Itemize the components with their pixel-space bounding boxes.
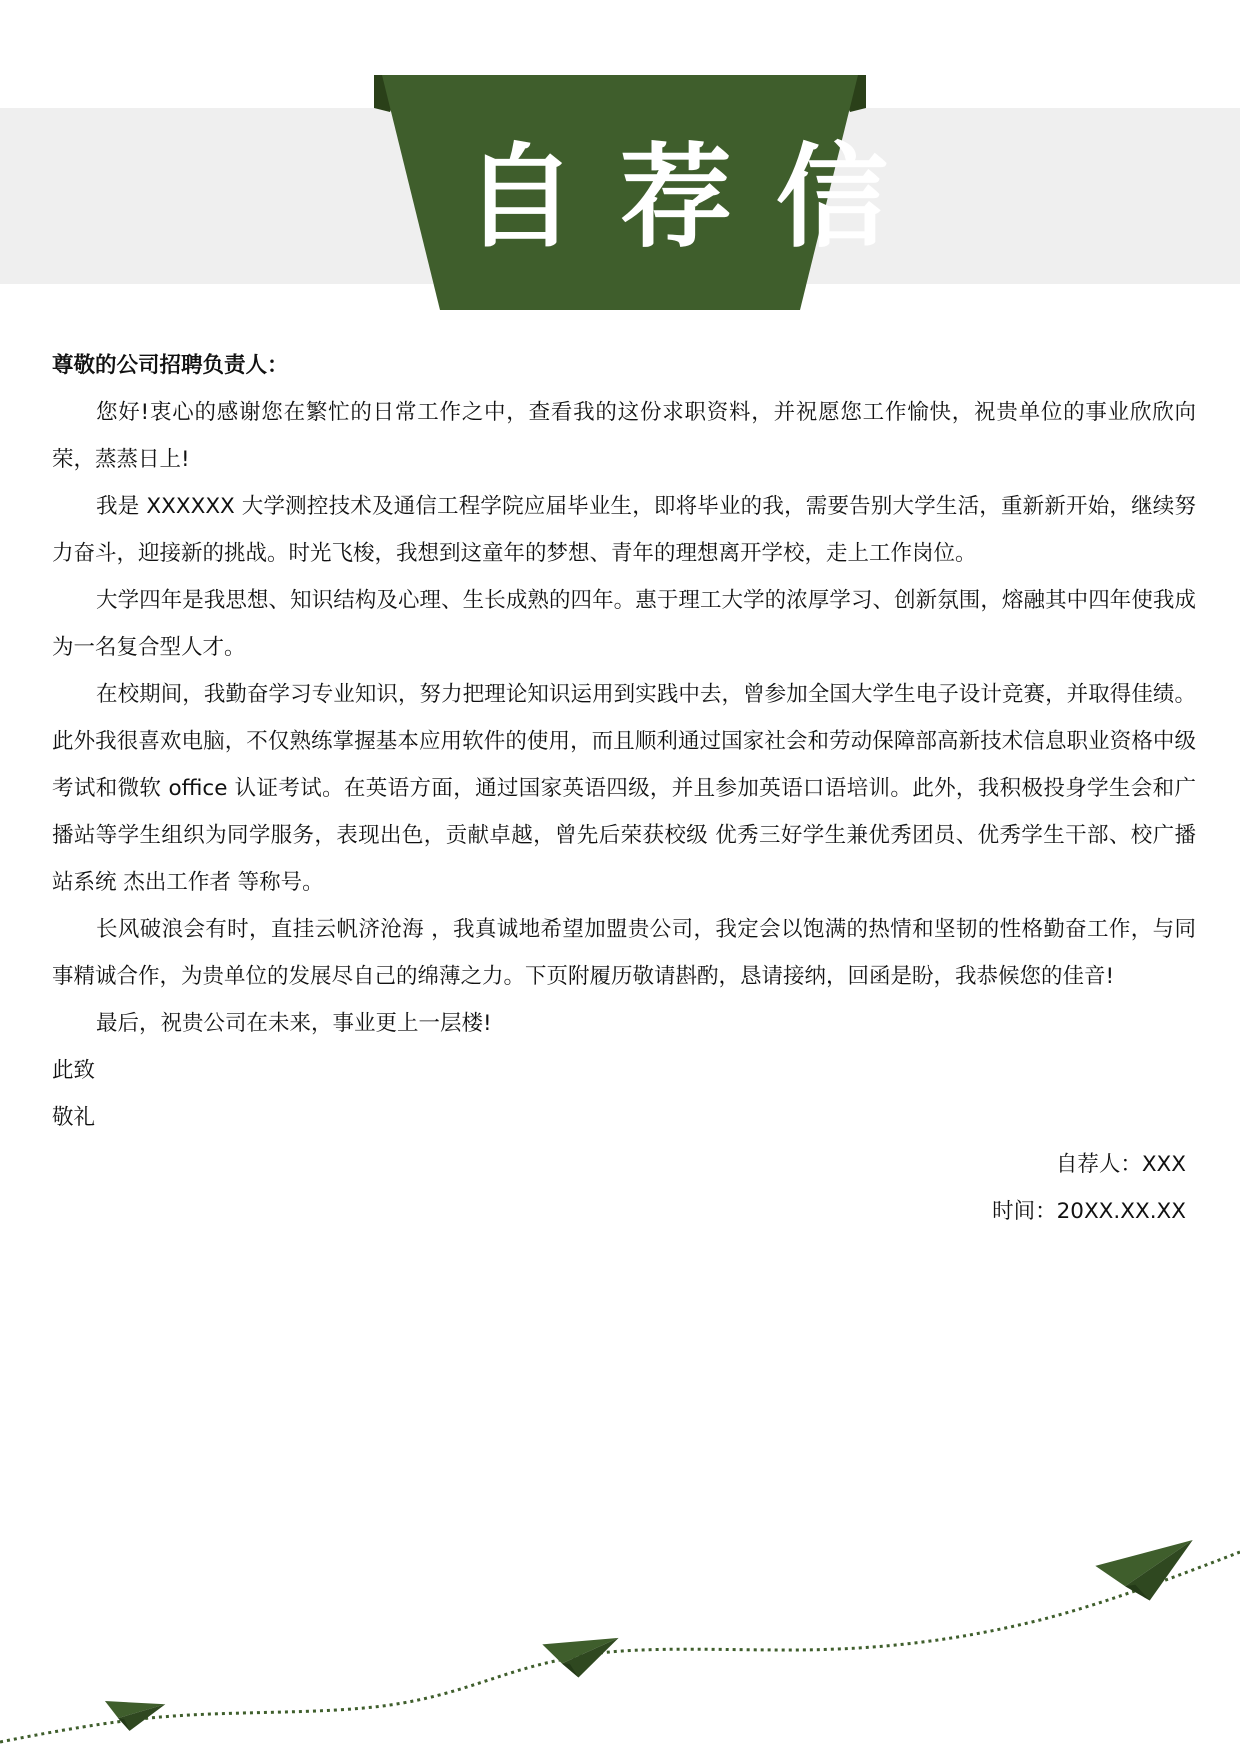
closing-line-2: 敬礼 [52,1105,96,1130]
paragraph-achievements: 在校期间，我勤奋学习专业知识，努力把理论知识运用到实践中去，曾参加全国大学生电子设计竞赛，并取得佳绩。此外我很喜欢电脑，不仅熟练掌握基本应用软件的使用，而且顺利通过国家社会和劳动保障部高新技术信息职业资格中级考试和微软 office 认证考试。在英语方面，通过国家英语四级，并且参加英语口语培训。此外，我积极投身学生会和广播站等学生组织为同学服务，表现出色，贡献卓越，曾先后荣获校级 优秀三好学生兼优秀团员、优秀学生干部、校广播站系统 杰出工作者 等称号。 [52,682,1196,895]
paragraph-aspiration: 长风破浪会有时，直挂云帆济沧海 ，我真诚地希望加盟贵公司，我定会以饱满的热情和坚韧的性格勤奋工作，与同事精诚合作，为贵单位的发展尽自己的绵薄之力。下页附履历敬请斟酌，恳请接纳，回函是盼，我恭候您的佳音! [52,917,1196,989]
page-title: 自荐信 [464,133,932,263]
paragraph-introduction: 我是 XXXXXX 大学测控技术及通信工程学院应届毕业生，即将毕业的我，需要告别大学生活，重新新开始，继续努力奋斗，迎接新的挑战。时光飞梭，我想到这童年的梦想、青年的理想离开学校，走上工作岗位。 [52,494,1196,566]
paper-plane-icon [1095,1528,1207,1614]
letter-body [52,342,1196,1235]
paragraph-greeting: 您好!衷心的感谢您在繁忙的日常工作之中，查看我的这份求职资料，并祝愿您工作愉快，祝贵单位的事业欣欣向荣，蒸蒸日上! [52,400,1196,472]
closing-line-1: 此致 [52,1058,96,1083]
date-line: 时间：20XX.XX.XX [992,1199,1186,1224]
dotted-flight-path [0,1552,1240,1742]
paper-plane-icon [105,1697,167,1733]
paper-plane-icon [542,1629,625,1684]
paragraph-university: 大学四年是我思想、知识结构及心理、生长成熟的四年。惠于理工大学的浓厚学习、创新氛围，熔融其中四年使我成为一名复合型人才。 [52,588,1196,660]
paper-plane-decoration [0,1480,1240,1754]
signature: 自荐人：XXX [1055,1152,1186,1177]
salutation: 尊敬的公司招聘负责人： [52,353,289,378]
paragraph-wishes: 最后，祝贵公司在未来，事业更上一层楼! [96,1011,492,1036]
